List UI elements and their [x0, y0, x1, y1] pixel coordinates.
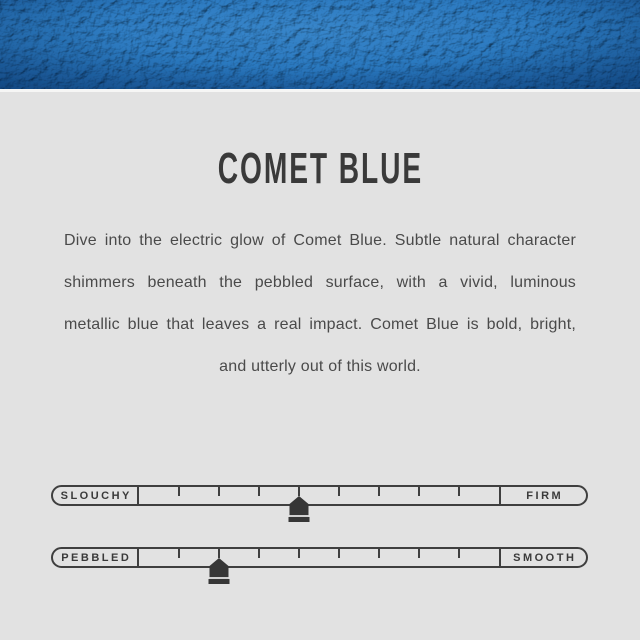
scale-pill [51, 547, 588, 568]
scale-pebbled-smooth [51, 547, 588, 568]
tick-mark [258, 487, 260, 496]
tick-mark [178, 549, 180, 558]
tick-mark [218, 549, 220, 558]
scale-right-label: FIRM [526, 489, 564, 502]
scale-slouchy-firm [51, 485, 588, 506]
scale-right-cell [499, 487, 586, 504]
marker-nib [289, 496, 308, 515]
scale-track [139, 549, 499, 566]
slider-marker-icon [289, 496, 308, 522]
tick-mark [218, 487, 220, 496]
marker-base [208, 579, 229, 584]
marker-nib [209, 558, 228, 577]
color-description [64, 220, 576, 388]
tick-mark [418, 549, 420, 558]
tick-mark [338, 549, 340, 558]
tick-mark [418, 487, 420, 496]
tick-mark [298, 549, 300, 558]
marker-base [288, 517, 309, 522]
scale-left-label: SLOUCHY [60, 489, 132, 502]
description-line: shimmers beneath the pebbled surface, with a vivid, luminous [64, 274, 576, 291]
tick-mark [458, 549, 460, 558]
tick-mark [298, 487, 300, 496]
scale-pill [51, 485, 588, 506]
page-title [0, 144, 640, 194]
tick-mark [178, 487, 180, 496]
leather-swatch-image [0, 0, 640, 89]
description-line: metallic blue that leaves a real impact. Comet Blue is bold, bright, [64, 316, 576, 333]
tick-mark [378, 549, 380, 558]
tick-mark [378, 487, 380, 496]
scale-right-label: SMOOTH [513, 551, 577, 564]
scale-left-cell [53, 487, 139, 504]
slider-marker-icon [209, 558, 228, 584]
tick-mark [338, 487, 340, 496]
description-line: Dive into the electric glow of Comet Blue. Subtle natural character [64, 232, 576, 249]
scale-left-label: PEBBLED [61, 551, 132, 564]
description-line: and utterly out of this world. [219, 358, 421, 375]
scale-left-cell [53, 549, 139, 566]
scale-right-cell [499, 549, 586, 566]
scale-track [139, 487, 499, 504]
tick-mark [458, 487, 460, 496]
hero-bottom-edge [0, 89, 640, 92]
tick-mark [258, 549, 260, 558]
page-title-text: COMET BLUE [217, 144, 423, 193]
